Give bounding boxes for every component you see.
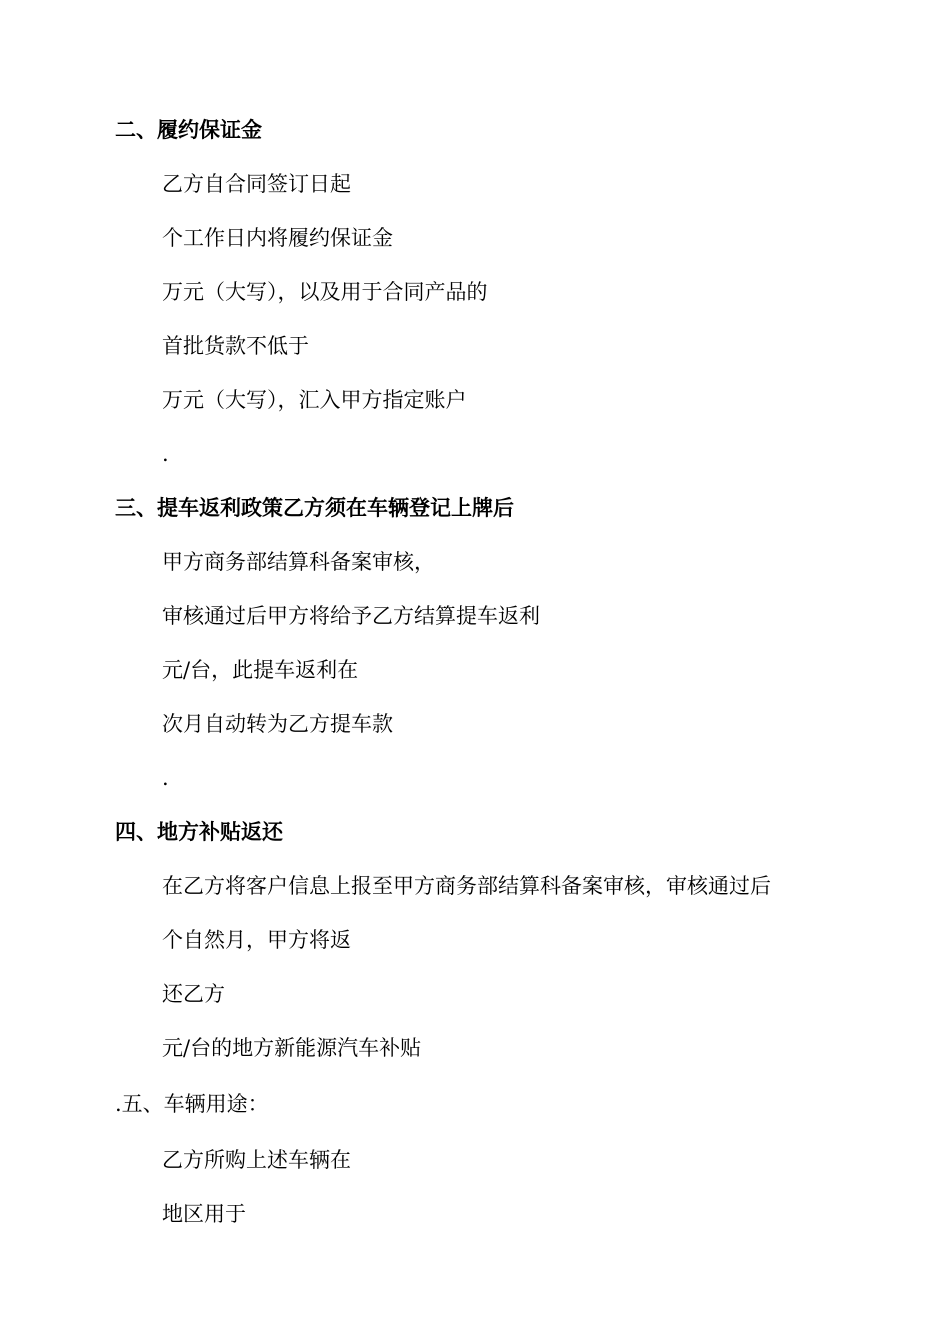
paragraph-line: 乙方自合同签订日起	[162, 172, 351, 196]
paragraph-line: 审核通过后甲方将给予乙方结算提车返利	[162, 604, 540, 628]
paragraph-line: 首批货款不低于	[162, 334, 309, 358]
paragraph-line: 甲方商务部结算科备案审核，	[162, 550, 435, 574]
section-heading-local-subsidy: 四、地方补贴返还	[115, 819, 283, 844]
paragraph-line: 个工作日内将履约保证金	[162, 226, 393, 250]
paragraph-line: 元/台的地方新能源汽车补贴	[162, 1036, 422, 1060]
section-heading-vehicle-usage: .五、车辆用途：	[115, 1092, 269, 1116]
paragraph-line: .	[162, 766, 169, 790]
paragraph-line: 万元（大写），汇入甲方指定账户	[162, 388, 467, 412]
section-heading-rebate-policy: 三、提车返利政策乙方须在车辆登记上牌后	[115, 495, 514, 520]
paragraph-line: 地区用于	[162, 1202, 246, 1226]
paragraph-line: 乙方所购上述车辆在	[162, 1148, 351, 1172]
paragraph-line: 个自然月，甲方将返	[162, 928, 351, 952]
paragraph-line: 在乙方将客户信息上报至甲方商务部结算科备案审核，审核通过后	[162, 874, 771, 898]
paragraph-line: 万元（大写），以及用于合同产品的	[162, 280, 488, 304]
paragraph-line: 次月自动转为乙方提车款	[162, 712, 393, 736]
section-heading-performance-bond: 二、履约保证金	[115, 117, 262, 142]
paragraph-line: 还乙方	[162, 982, 225, 1006]
paragraph-line: .	[162, 442, 169, 466]
paragraph-line: 元/台，此提车返利在	[162, 658, 359, 682]
